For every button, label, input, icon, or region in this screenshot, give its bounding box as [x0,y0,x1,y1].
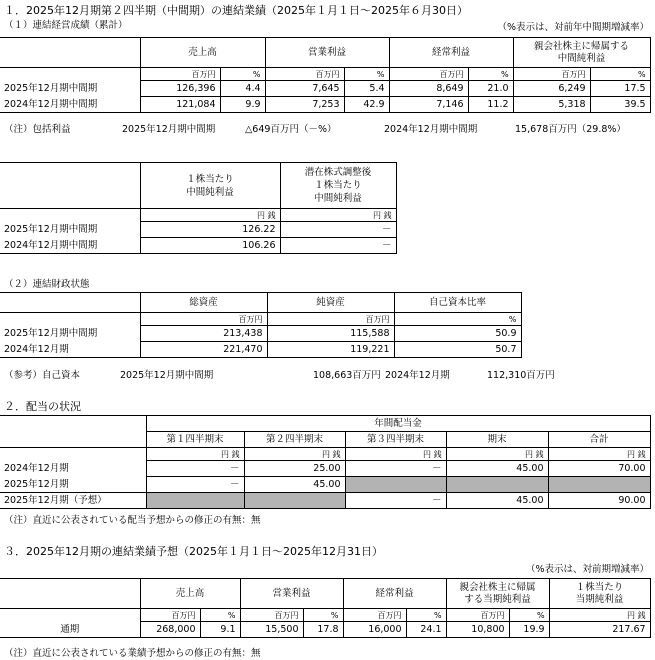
q1-value-shaded [146,493,244,509]
q3-value: － [345,493,446,509]
header-net-assets: 純資産 [267,293,394,313]
sales-value: 121,084 [140,97,220,113]
section1-ratio-note: （%表示は、対前年中間期増減率） [497,22,649,33]
equity-ratio-value: 50.7 [394,342,521,358]
ord-value: 16,000 [343,622,406,638]
unit-yen: 円 銭 [280,209,396,222]
header-ordinary-income: 経常利益 [389,38,513,68]
year-end-value: 45.00 [446,493,548,509]
unit-yen: 円 銭 [244,448,345,461]
unit-amount: 百万円 [140,609,200,622]
row-period: 2024年12月期中間期 [0,97,140,113]
section1-subtitle-position: （２）連結財政状態 [4,279,90,290]
header-eps [549,579,650,609]
sales-value: 268,000 [140,622,200,638]
header-eps-line2: 当期純利益 [575,593,624,605]
row-period: 2025年12月期中間期 [0,81,140,97]
header-diluted-line2: １株当たり [314,180,362,191]
header-diluted-line1: 潜在株式調整後 [304,167,372,178]
dividends-table [0,415,651,509]
unit-yen: 円 銭 [548,448,650,461]
header-annual-dividend: 年間配当金 [146,416,650,432]
table-row [0,477,650,493]
op-value: 7,645 [265,81,344,97]
q3-value: － [345,461,446,477]
units-blank [0,609,140,622]
table-row [0,81,650,97]
equity-note-period1: 2025年12月期中間期 [120,370,214,381]
equity-note-label: （参考）自己資本 [4,370,81,381]
units-blank [0,313,140,326]
table-row [0,342,521,358]
unit-amount: 百万円 [140,68,220,81]
corner-cell [0,416,146,448]
section1-title: １．2025年12月期第２四半期（中間期）の連結業績（2025年１月１日～2025年６月30日） [4,4,468,17]
header-ordinary-income: 経常利益 [343,579,446,609]
comprehensive-income-period2: 2024年12月期中間期 [384,124,478,135]
row-period: 2024年12月期 [0,461,146,477]
header-net-income-line1: 親会社株主に帰属 [459,581,536,593]
eps-value: 126.22 [140,222,280,238]
header-diluted-eps [280,163,396,209]
comprehensive-income-value2: 15,678百万円（29.8%） [515,124,626,135]
unit-pct: % [590,68,650,81]
table-row [0,622,650,638]
net-value: 6,249 [513,81,590,97]
table-row [0,493,650,509]
op-value: 15,500 [240,622,303,638]
table-row [0,222,396,238]
header-operating-income: 営業利益 [240,579,343,609]
unit-yen: 円 銭 [345,448,446,461]
forecast-table [0,578,651,638]
unit-amount: 百万円 [140,313,267,326]
header-q1-end: 第１四半期末 [146,432,244,448]
unit-yen: 円 銭 [140,209,280,222]
net-value: 5,318 [513,97,590,113]
table-row [0,326,521,342]
unit-pct: % [220,68,265,81]
results-table [0,37,651,113]
corner-cell [0,163,140,209]
row-period: 2025年12月期中間期 [0,222,140,238]
header-eps-line1: １株当たり [186,173,234,185]
unit-pct: % [509,609,549,622]
total-value: 90.00 [548,493,650,509]
header-net-income-line2: 中間純利益 [557,52,606,64]
comprehensive-income-label: （注）包括利益 [4,124,71,135]
net-pct: 19.9 [509,622,549,638]
unit-amount: 百万円 [446,609,509,622]
header-eps-line2: 中間純利益 [186,186,234,198]
header-net-income-line2: する当期純利益 [464,593,531,605]
q3-value-shaded [345,477,446,493]
q1-value: － [146,461,244,477]
unit-amount: 百万円 [513,68,590,81]
header-sales: 売上高 [140,38,265,68]
op-value: 7,253 [265,97,344,113]
net-pct: 17.5 [590,81,650,97]
ord-pct: 24.1 [406,622,446,638]
ord-pct: 11.2 [468,97,513,113]
row-period: 通期 [0,622,140,638]
net-assets-value: 119,221 [267,342,394,358]
unit-yen: 円 銭 [146,448,244,461]
unit-pct: % [406,609,446,622]
units-blank [0,448,146,461]
header-diluted-line3: 中間純利益 [314,193,362,204]
equity-note-period2: 2024年12月期 [385,370,450,381]
row-period: 2025年12月期（予想） [0,493,146,509]
row-period: 2024年12月期 [0,342,140,358]
corner-cell [0,38,140,68]
equity-note-value1: 108,663百万円 [313,370,381,381]
net-value: 10,800 [446,622,509,638]
section3-title: ３．2025年12月期の連結業績予想（2025年１月１日～2025年12月31日） [4,545,383,558]
units-blank [0,209,140,222]
unit-amount: 百万円 [240,609,303,622]
year-end-value: 45.00 [446,461,548,477]
header-q2-end: 第２四半期末 [244,432,345,448]
total-value: 70.00 [548,461,650,477]
comprehensive-income-value1: △649百万円（－%） [245,124,337,135]
unit-amount: 百万円 [343,609,406,622]
header-net-income-line1: 親会社株主に帰属する [534,40,630,52]
section3-ratio-note: （%表示は、対前期増減率） [525,564,649,575]
header-q3-end: 第３四半期末 [345,432,446,448]
header-operating-income: 営業利益 [265,38,389,68]
unit-pct: % [303,609,343,622]
table-row [0,238,396,254]
net-pct: 39.5 [590,97,650,113]
comprehensive-income-period1: 2025年12月期中間期 [122,124,216,135]
unit-amount: 百万円 [267,313,394,326]
diluted-eps-value: － [280,222,396,238]
header-sales: 売上高 [140,579,240,609]
row-period: 2025年12月期 [0,477,146,493]
unit-amount: 百万円 [389,68,468,81]
q1-value: － [146,477,244,493]
net-assets-value: 115,588 [267,326,394,342]
row-period: 2025年12月期中間期 [0,326,140,342]
unit-amount: 百万円 [265,68,344,81]
header-equity-ratio: 自己資本比率 [394,293,521,313]
eps-value: 217.67 [549,622,650,638]
equity-ratio-value: 50.9 [394,326,521,342]
header-total: 合計 [548,432,650,448]
diluted-eps-value: － [280,238,396,254]
unit-pct: % [468,68,513,81]
header-eps-line1: １株当たり [575,581,624,593]
corner-cell [0,293,140,313]
section2-title: ２．配当の状況 [4,400,81,413]
ord-pct: 21.0 [468,81,513,97]
op-pct: 5.4 [344,81,389,97]
unit-pct: % [344,68,389,81]
corner-cell [0,579,140,609]
eps-table [0,162,397,254]
header-eps [140,163,280,209]
sales-pct: 4.4 [220,81,265,97]
equity-note-value2: 112,310百万円 [487,370,555,381]
q2-value: 25.00 [244,461,345,477]
financial-position-table [0,292,522,358]
section1-subtitle-results: （１）連結経営成績（累計） [4,20,128,31]
total-assets-value: 213,438 [140,326,267,342]
row-period: 2024年12月期中間期 [0,238,140,254]
sales-value: 126,396 [140,81,220,97]
total-value-shaded [548,477,650,493]
header-year-end: 期末 [446,432,548,448]
units-blank [0,68,140,81]
unit-pct: % [200,609,240,622]
header-net-income [446,579,549,609]
q2-value: 45.00 [244,477,345,493]
table-row [0,97,650,113]
unit-pct: % [394,313,521,326]
sales-pct: 9.9 [220,97,265,113]
header-total-assets: 総資産 [140,293,267,313]
dividend-revision-note: （注）直近に公表されている配当予想からの修正の有無：無 [4,515,261,526]
forecast-revision-note: （注）直近に公表されている業績予想からの修正の有無：無 [4,648,261,659]
eps-value: 106.26 [140,238,280,254]
q2-value-shaded [244,493,345,509]
op-pct: 42.9 [344,97,389,113]
table-row [0,461,650,477]
op-pct: 17.8 [303,622,343,638]
total-assets-value: 221,470 [140,342,267,358]
ord-value: 8,649 [389,81,468,97]
sales-pct: 9.1 [200,622,240,638]
year-end-value-shaded [446,477,548,493]
ord-value: 7,146 [389,97,468,113]
unit-yen: 円 銭 [446,448,548,461]
header-net-income [513,38,650,68]
unit-yen: 円 銭 [549,609,650,622]
